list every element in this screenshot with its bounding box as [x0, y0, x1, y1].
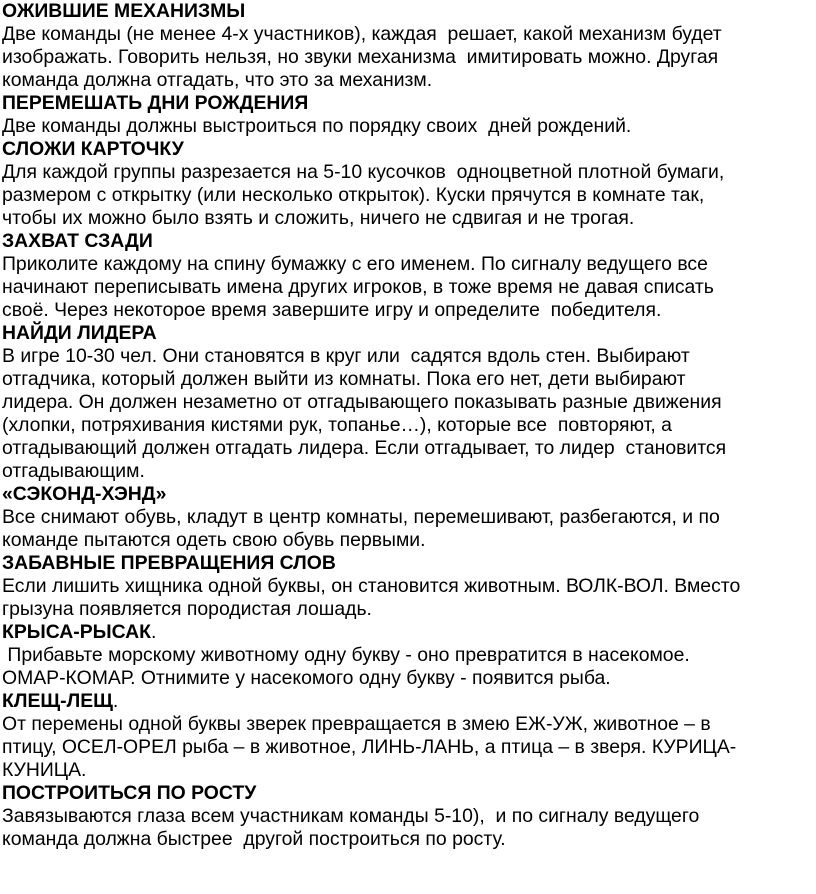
body-line: Все снимают обувь, кладут в центр комнаты, перемешивают, разбегаются, и по [2, 506, 720, 528]
body-line: чтобы их можно было взять и сложить, ничего не сдвигая и не трогая. [2, 207, 635, 229]
body-line: начинают переписывать имена других игроков, в тоже время не давая списать [2, 276, 714, 298]
body-line: своё. Через некоторое время завершите игру и определите победителя. [2, 299, 662, 321]
body-line: От перемены одной буквы зверек превращается в змею ЕЖ-УЖ, животное – в [2, 713, 711, 735]
body-line: птицу, ОСЕЛ-ОРЕЛ рыба – в животное, ЛИНЬ-ЛАНЬ, а птица – в зверя. КУРИЦА- [2, 736, 737, 758]
body-line: размером с открытку (или несколько открыток). Куски прячутся в комнате так, [2, 184, 705, 206]
section-heading-tail: . [112, 690, 119, 712]
section-heading [2, 552, 816, 575]
section-9 [2, 690, 816, 782]
body-line: (хлопки, потряхивания кистями рук, топанье…), которые все повторяют, а [2, 414, 672, 436]
body-line: Приколите каждому на спину бумажку с его именем. По сигналу ведущего все [2, 253, 708, 275]
section-heading [2, 483, 816, 506]
section-heading [2, 92, 816, 115]
body-line: отгадчика, который должен выйти из комнаты. Пока его нет, дети выбирают [2, 368, 686, 390]
section-2 [2, 92, 816, 138]
section-heading-text: ОЖИВШИЕ МЕХАНИЗМЫ [2, 0, 246, 22]
section-heading [2, 782, 816, 805]
section-heading-text: НАЙДИ ЛИДЕРА [2, 322, 157, 344]
section-heading [2, 138, 816, 161]
body-line: грызуна появляется породистая лошадь. [2, 598, 372, 620]
body-line: Две команды (не менее 4-х участников), каждая решает, какой механизм будет [2, 23, 722, 45]
section-heading [2, 322, 816, 345]
section-8 [2, 621, 816, 690]
section-10 [2, 782, 816, 851]
body-line: Две команды должны выстроиться по порядку своих дней рождений. [2, 115, 632, 137]
body-line: отгадывающий должен отгадать лидера. Если отгадывает, то лидер становится [2, 437, 727, 459]
section-heading-text: КЛЕЩ-ЛЕЩ [2, 690, 113, 712]
section-3 [2, 138, 816, 230]
section-heading-text: ПОСТРОИТЬСЯ ПО РОСТУ [2, 782, 257, 804]
body-line: Для каждой группы разрезается на 5-10 кусочков одноцветной плотной бумаги, [2, 161, 725, 183]
section-7 [2, 552, 816, 621]
body-line: Завязываются глаза всем участникам команды 5-10), и по сигналу ведущего [2, 805, 700, 827]
body-line: Прибавьте морскому животному одну букву - оно превратится в насекомое. [2, 644, 690, 666]
section-heading [2, 621, 816, 644]
section-heading-text: КРЫСА-РЫСАК [2, 621, 152, 643]
section-1 [2, 0, 816, 92]
section-5 [2, 322, 816, 483]
section-heading [2, 230, 816, 253]
body-line: изображать. Говорить нельзя, но звуки механизма имитировать можно. Другая [2, 46, 719, 68]
body-line: КУНИЦА. [2, 759, 87, 781]
body-line: лидера. Он должен незаметно от отгадывающего показывать разные движения [2, 391, 722, 413]
section-heading-tail: . [151, 621, 157, 643]
body-line: В игре 10-30 чел. Они становятся в круг или садятся вдоль стен. Выбирают [2, 345, 690, 367]
section-heading [2, 0, 816, 23]
section-heading [2, 690, 816, 713]
section-heading-text: ЗАБАВНЫЕ ПРЕВРАЩЕНИЯ СЛОВ [2, 552, 336, 574]
section-heading-text: ЗАХВАТ СЗАДИ [2, 230, 153, 252]
body-line: команда должна быстрее другой построиться по росту. [2, 828, 506, 850]
body-line: команде пытаются одеть свою обувь первыми. [2, 529, 426, 551]
section-6 [2, 483, 816, 552]
body-line: команда должна отгадать, что это за механизм. [2, 69, 433, 91]
section-heading-text: ПЕРЕМЕШАТЬ ДНИ РОЖДЕНИЯ [2, 92, 309, 114]
section-4 [2, 230, 816, 322]
body-line: отгадывающим. [2, 460, 145, 482]
section-heading-text: СЛОЖИ КАРТОЧКУ [2, 138, 184, 160]
section-heading-text: «СЭКОНД-ХЭНД» [2, 483, 167, 505]
body-line: ОМАР-КОМАР. Отнимите у насекомого одну букву - появится рыба. [2, 667, 611, 689]
body-line: Если лишить хищника одной буквы, он становится животным. ВОЛК-ВОЛ. Вместо [2, 575, 741, 597]
